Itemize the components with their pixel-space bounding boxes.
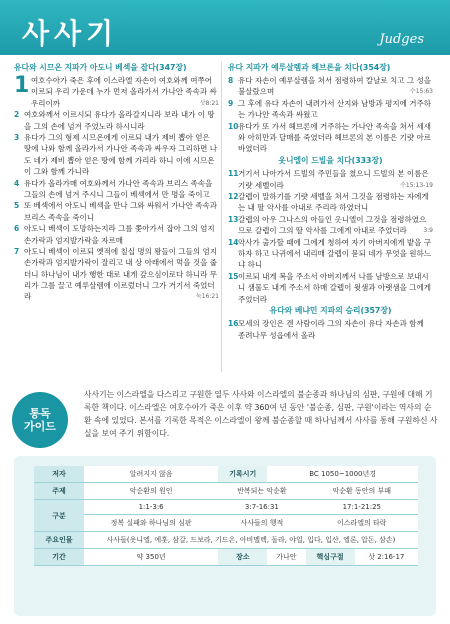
verse-body: 유다가 또 가서 헤브론에 거주하는 가나안 족속을 쳐서 세새와 아히만과 달매를 죽였더라 헤브론의 본 이름은 기럇 아르바였더라 <box>238 122 431 154</box>
verse <box>14 132 219 177</box>
verse <box>228 168 433 190</box>
verse-text <box>238 271 433 305</box>
verse-number: 5 <box>14 201 20 211</box>
cross-reference: 수15:13-19 <box>400 181 433 189</box>
info-row <box>34 532 418 549</box>
verse <box>228 98 433 120</box>
verse-number: 9 <box>228 99 234 109</box>
verse-body: 거기서 나아가서 드빌의 주민들을 쳤으니 드빌의 본 이름은 기럇 세벨이라 <box>238 169 429 190</box>
verse-body: 이르되 내게 복을 주소서 아버지께서 나를 남방으로 보내시니 샘물도 내게 주소서 하매 갈렙이 윗샘과 아랫샘을 그에게 주었더라 <box>238 272 431 304</box>
guide-text: 사사기는 이스라엘을 다스리고 구원한 열두 사사와 이스라엘의 불순종과 하나님의 심판, 구원에 대해 기록한 책이다. 이스라엘은 여호수아가 죽은 이후 약 360여 년 동안 '불순종, 심판, 구원'이라는 역사의 순환 속에 있었다. 본서를 기록한 목적은 이스라엘이 왕께 불순종할 때 하나님께서 사사를 통해 구원하신 사실을 보여 주기 위함이다. <box>84 390 438 438</box>
verse-text <box>24 178 219 200</box>
people-value: 사사들(옷니엘, 에훗, 삼갈, 드보라, 기드온, 아비멜렉, 돌라, 야일, 입다, 입산, 엘론, 압돈, 삼손) <box>84 532 418 549</box>
section-heading: 옷니엘이 드빌을 치다(333장) <box>278 156 383 166</box>
verse <box>14 223 219 245</box>
verse-number: 4 <box>14 178 20 188</box>
verse-number: 16 <box>228 319 239 329</box>
people-label: 주요인물 <box>34 532 84 549</box>
verse-body: 아도니 베섹이 이르되 옛적에 칠십 명의 왕들이 그들의 엄지손가락과 엄지발가락이 잘리고 내 상 아래에서 먹을 것을 줍더니 하나님이 내가 행한 대로 내게 갚으심이로다 하니라 무리가 그를 끌고 예루살렘에 이르렀더니 그가 거기서 죽었더라 <box>24 247 217 302</box>
guide-badge <box>12 392 68 448</box>
right-column <box>228 62 433 341</box>
verse <box>14 75 219 109</box>
division-b-desc: 사사들의 행적 <box>218 515 305 532</box>
book-info-panel <box>14 456 436 616</box>
place-value: 가나안 <box>267 549 305 566</box>
verse-text <box>238 75 433 97</box>
verse-body: 아도니 베섹이 도망하는지라 그를 쫓아가서 잡아 그의 엄지손가락과 엄지발가락을 자르매 <box>24 224 215 245</box>
verse <box>228 214 433 236</box>
verse-number: 6 <box>14 224 20 234</box>
verse-number: 7 <box>14 247 20 257</box>
division-c-range: 17:1-21:25 <box>306 500 418 515</box>
verse <box>228 318 433 340</box>
cross-reference: 수15:63 <box>409 88 433 96</box>
division-a-range: 1:1-3:6 <box>84 500 218 515</box>
verse-text <box>24 246 219 302</box>
verse-body: 여호와께서 이르시되 유다가 올라갈지니라 보라 내가 이 땅을 그의 손에 넘겨 주었노라 하시니라 <box>24 110 215 131</box>
period-value: 약 350년 <box>84 549 218 566</box>
verse <box>228 237 433 271</box>
place-label: 장소 <box>218 549 267 566</box>
key-verse-value: 삿 2:16-17 <box>355 549 418 566</box>
book-english-title: Judges <box>379 32 424 47</box>
theme-b: 반복되는 악순환 <box>218 483 305 500</box>
left-column <box>14 62 219 303</box>
period-label: 기간 <box>34 549 84 566</box>
verse-body: 갈렙이 말하기를 기럇 세벨을 쳐서 그것을 점령하는 자에게는 내 딸 악사를 아내로 주리라 하였더니 <box>238 192 429 213</box>
column-divider <box>221 62 222 372</box>
key-verse-label: 핵심구절 <box>306 549 355 566</box>
section-heading: 유다 지파가 예루살렘과 헤브론을 치다(354장) <box>228 63 391 72</box>
verse-number: 1 <box>14 73 30 99</box>
date-label: 기록시기 <box>218 466 267 483</box>
verse-text <box>238 318 433 340</box>
verse-body: 갈렙의 아우 그나스의 아들인 옷니엘이 그것을 점령하였으므로 갈렙이 그의 딸 악사를 그에게 아내로 주었더라 <box>238 215 427 236</box>
division-b-range: 3:7-16:31 <box>218 500 305 515</box>
verse-text <box>24 132 219 177</box>
verse <box>228 191 433 213</box>
verse-number: 3 <box>14 133 20 143</box>
theme-label: 주제 <box>34 483 84 500</box>
verse-body: 여호수아가 죽은 후에 이스라엘 자손이 여호와께 여쭈어 이르되 우리 가운데 누가 먼저 올라가서 가나안 족속과 싸우리이까 <box>31 76 217 108</box>
verse-text <box>24 223 219 245</box>
verse-body: 모세의 장인은 겐 사람이라 그의 자손이 유다 자손과 함께 종려나무 성읍에서 올라 <box>238 319 424 340</box>
info-row <box>34 549 418 566</box>
verse-text <box>238 168 433 190</box>
verse <box>14 178 219 200</box>
book-title: 사사기 <box>22 17 119 50</box>
verse-text <box>238 214 433 236</box>
verse-number: 2 <box>14 110 20 120</box>
verse <box>228 121 433 155</box>
verse-text <box>24 200 219 222</box>
info-row <box>34 466 418 483</box>
verse-body: 악사가 출가할 때에 그에게 청하여 자기 아버지에게 밭을 구하자 하고 나귀에서 내리매 갈렙이 묻되 네가 무엇을 원하느냐 하니 <box>238 238 431 270</box>
verse <box>228 271 433 305</box>
theme-a: 악순환의 원인 <box>84 483 218 500</box>
verse-text <box>238 237 433 271</box>
verse-number: 12 <box>228 192 239 202</box>
division-label: 구분 <box>34 500 84 532</box>
guide-badge-line2: 가이드 <box>24 420 56 433</box>
division-c-desc: 이스라엘의 타락 <box>306 515 418 532</box>
author-label: 저자 <box>34 466 84 483</box>
verse-number: 11 <box>228 169 239 179</box>
section-heading: 유다와 베냐민 지파의 승리(357장) <box>269 306 392 316</box>
cross-reference: 3:9 <box>423 227 433 235</box>
verse-number: 15 <box>228 272 239 282</box>
verse-number: 8 <box>228 76 234 86</box>
verse-number: 10 <box>228 122 239 132</box>
theme-c: 악순환 동안의 부패 <box>306 483 418 500</box>
verse <box>14 246 219 302</box>
reading-guide <box>0 382 450 450</box>
verse-text <box>24 109 219 131</box>
info-row <box>34 500 418 515</box>
author-value: 알려지지 않음 <box>84 466 218 483</box>
verse-text <box>238 191 433 213</box>
cross-reference: 삿8:21 <box>199 99 219 107</box>
verse-body: 그 후에 유다 자손이 내려가서 산지와 남방과 평지에 거주하는 가나안 족속과 싸웠고 <box>238 99 431 120</box>
page-header <box>0 0 450 55</box>
verse <box>14 200 219 222</box>
division-a-desc: 정복 실패와 하나님의 심판 <box>84 515 218 532</box>
verse-number: 13 <box>228 215 239 225</box>
book-info-table <box>34 466 418 566</box>
verse-text <box>31 75 219 109</box>
verse-number: 14 <box>228 238 239 248</box>
cross-reference: 눅16:21 <box>195 293 219 301</box>
verse-body: 유다가 그의 형제 시므온에게 이르되 내가 제비 뽑아 얻은 땅에 나와 함께 올라가서 가나안 족속과 싸우자 그리하면 나도 네가 제비 뽑아 얻은 땅에 함께 가리라 하니 이에 시므온이 그와 함께 가니라 <box>24 133 217 176</box>
verse-body: 유다가 올라가매 여호와께서 가나안 족속과 브리스 족속을 그들의 손에 넘겨 주시니 그들이 베섹에서 만 명을 죽이고 <box>24 178 213 199</box>
date-value: BC 1050~1000년경 <box>267 466 418 483</box>
verse <box>14 109 219 131</box>
info-row <box>34 483 418 500</box>
section-heading: 유다와 시므온 지파가 아도니 베섹을 잡다(347장) <box>14 63 187 72</box>
info-row <box>34 515 418 532</box>
verse-text <box>238 98 433 120</box>
verse <box>228 75 433 97</box>
guide-badge-line1: 통독 <box>29 407 51 420</box>
verse-body: 또 베섹에서 아도니 베섹을 만나 그와 싸워서 가나안 족속과 브리스 족속을 죽이니 <box>24 201 217 222</box>
verse-text <box>238 121 433 155</box>
verse-body: 유다 자손이 예루살렘을 쳐서 점령하여 칼날로 치고 그 성을 불살랐으며 <box>238 76 431 97</box>
